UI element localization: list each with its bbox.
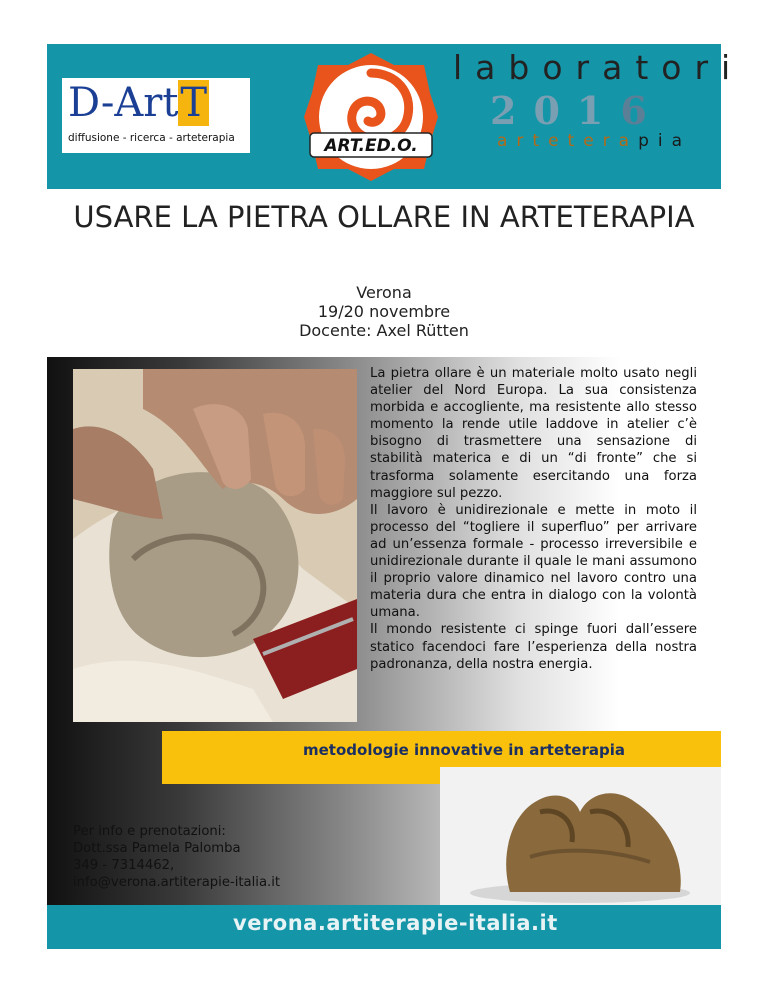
methodology-banner-text: metodologie innovative in arteterapia bbox=[303, 741, 626, 759]
dart-logo-brand: D-ArtT bbox=[68, 80, 208, 126]
stone-sculpture-photo bbox=[440, 767, 721, 906]
dart-logo bbox=[62, 78, 250, 153]
contact-email[interactable]: info@verona.artiterapie-italia.it bbox=[73, 875, 281, 890]
artedo-logo-icon bbox=[302, 51, 440, 183]
dart-logo-tagline: diffusione - ricerca - arteterapia bbox=[68, 132, 235, 144]
lab-title: laboratori bbox=[453, 48, 744, 87]
description bbox=[370, 365, 697, 673]
event-dates: 19/20 novembre bbox=[317, 302, 451, 321]
year: 2016 bbox=[490, 88, 664, 133]
contact-name: Dott.ssa Pamela Palomba bbox=[73, 841, 241, 856]
description-paragraph-3: Il mondo resistente ci spinge fuori dall’essere statico facendoci fare l’esperienza della nostra padronanza, della nostra energia. bbox=[370, 622, 697, 672]
description-paragraph-2: Il lavoro è unidirezionale e mette in moto il processo del “togliere il superfluo” per arrivare ad un’essenza formale - processo irreversibile e unidirezionale durante il quale le mani assumono il proprio valore dinamico nel lavoro contro una materia dura che entra in dialogo con la volontà umana. bbox=[370, 502, 697, 621]
footer-band bbox=[47, 905, 721, 949]
dart-logo-t: T bbox=[180, 80, 208, 126]
contact-info bbox=[73, 823, 280, 891]
footer-url-link[interactable]: verona.artiterapie-italia.it bbox=[233, 911, 558, 935]
description-paragraph-1: La pietra ollare è un materiale molto usato negli atelier del Nord Europa. La sua consistenza morbida e accogliente, ma resistente allo stesso momento la rende utile laddove in atelier c’è bisogno di trasmettere una sensazione di stabilità materica e di un “di fronte” che si trasforma solamente esercitando una forza maggiore sul pezzo. bbox=[370, 366, 697, 501]
subtitle: arteterapia bbox=[497, 131, 691, 151]
event-meta bbox=[200, 283, 568, 340]
event-title: USARE LA PIETRA OLLARE IN ARTETERAPIA bbox=[73, 200, 695, 234]
contact-phone: 349 - 7314462, bbox=[73, 858, 175, 873]
artedo-logo-text: ART.ED.O. bbox=[324, 136, 418, 156]
event-teacher: Docente: Axel Rütten bbox=[299, 321, 469, 340]
hands-carving-photo bbox=[73, 369, 357, 722]
contact-heading: Per info e prenotazioni: bbox=[73, 824, 226, 839]
event-city: Verona bbox=[356, 283, 412, 302]
